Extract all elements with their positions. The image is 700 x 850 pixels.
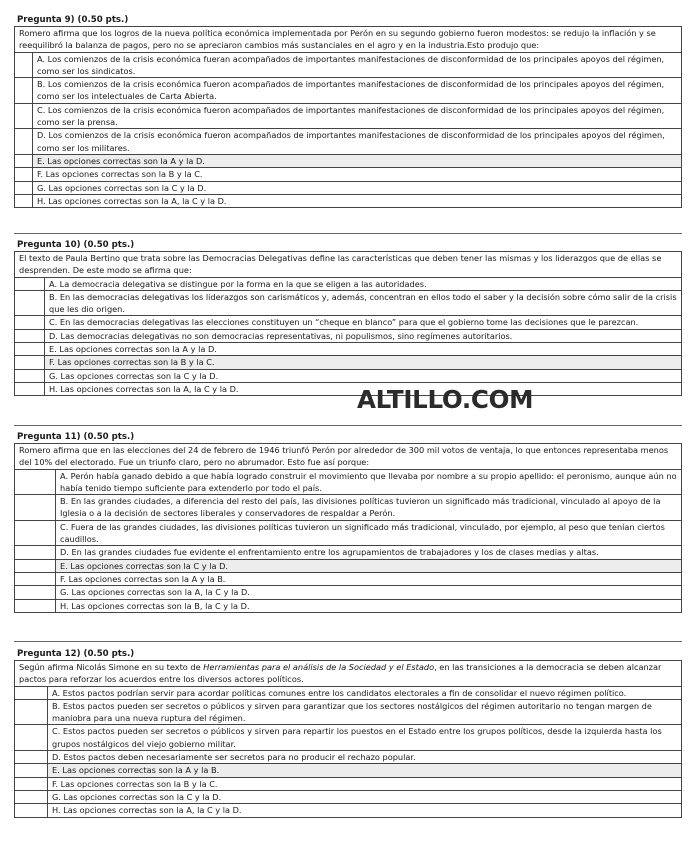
option-text: D. Las democracias delegativas no son democracias representativas, ni populismos, sino regímenes autoritarios. xyxy=(49,330,513,341)
question-9-option-a[interactable] xyxy=(15,52,681,78)
option-text: F. Las opciones correctas son la B y la C. xyxy=(52,778,218,789)
question-12-options xyxy=(14,686,682,818)
option-text: A. Los comienzos de la crisis económica fueran acompañados de importantes manifestaciones de disconformidad de los principales apoyos del régimen, como ser los sindicatos. xyxy=(37,53,665,76)
option-text: C. En las democracias delegativas las elecciones constituyen un “cheque en blanco” para que el gobierno tome las decisiones que le parezcan. xyxy=(49,317,639,328)
option-text: G. Las opciones correctas son la C y la D. xyxy=(37,182,207,193)
prompt-text: , en las transiciones a la democracia se deben alcanzar pactos para reforzar los acuerdos entre los diversos actores políticos. xyxy=(19,662,662,685)
question-11-option-f[interactable] xyxy=(15,572,681,585)
question-12 xyxy=(14,648,682,818)
divider xyxy=(14,641,682,642)
question-12-option-d[interactable] xyxy=(15,750,681,763)
question-12-option-e[interactable] xyxy=(15,763,681,776)
option-text: E. Las opciones correctas son la A y la B. xyxy=(48,764,681,776)
option-text: A. La democracia delegativa se distingue por la forma en la que se eligen a las autoridades. xyxy=(49,278,427,289)
option-text: A. Estos pactos podrían servir para acordar políticas comunes entre los candidatos electorales a fin de consolidar el nuevo régimen político. xyxy=(52,687,627,698)
question-10-options xyxy=(14,277,682,397)
question-10-option-b[interactable] xyxy=(15,290,681,316)
option-text: F. Las opciones correctas son la B y la C. xyxy=(37,169,203,180)
question-11-option-b[interactable] xyxy=(15,494,681,520)
question-10 xyxy=(14,239,682,396)
question-10-option-c[interactable] xyxy=(15,315,681,328)
option-text: D. Los comienzos de la crisis económica fueron acompañados de importantes manifestaciones de disconformidad de los principales apoyos del régimen, como ser los militares. xyxy=(37,130,665,153)
option-text: C. Estos pactos pueden ser secretos o públicos y sirven para repartir los puestos en el Estado entre los grupos políticos, desde la izquierda hasta los grupos nostálgicos del viejo gobierno militar. xyxy=(52,726,662,749)
question-10-option-f[interactable] xyxy=(15,355,681,368)
option-text: E. Las opciones correctas son la C y la D. xyxy=(56,560,681,572)
option-text: H. Las opciones correctas son la A, la C y la D. xyxy=(52,805,242,816)
divider xyxy=(14,233,682,234)
question-11-prompt: Romero afirma que en las elecciones del 24 de febrero de 1946 triunfó Perón por alrededor de 300 mil votos de ventaja, lo que entonces representaba menos del 10% del electorado. Fue un triunfo claro, pero no abrumador. Esto fue así porque: xyxy=(14,443,682,469)
question-9-option-c[interactable] xyxy=(15,103,681,129)
divider xyxy=(14,425,682,426)
question-9-option-f[interactable] xyxy=(15,167,681,180)
question-11-option-c[interactable] xyxy=(15,520,681,546)
question-12-option-b[interactable] xyxy=(15,699,681,725)
question-10-option-d[interactable] xyxy=(15,329,681,342)
question-9-prompt: Romero afirma que los logros de la nueva política económica implementada por Perón en su segundo gobierno fueron modestos: se redujo la inflación y se reequilibró la balanza de pagos, pero no se apreciaron cambios más sustanciales en el agro y en la industria.Esto produjo que: xyxy=(14,26,682,52)
option-text: G. Las opciones correctas son la C y la D. xyxy=(52,791,222,802)
option-text: B. Estos pactos pueden ser secretos o públicos y sirven para garantizar que los sectores nostálgicos del régimen autoritario no tengan margen de maniobra para una nueva ruptura del régimen. xyxy=(52,700,652,724)
question-9-title: Pregunta 9) (0.50 pts.) xyxy=(17,15,129,25)
option-text: H. Las opciones correctas son la A, la C y la D. xyxy=(37,195,227,206)
question-9-option-e[interactable] xyxy=(15,154,681,167)
question-12-option-f[interactable] xyxy=(15,777,681,790)
question-12-option-g[interactable] xyxy=(15,790,681,803)
question-10-title: Pregunta 10) (0.50 pts.) xyxy=(17,240,135,250)
question-12-prompt xyxy=(14,660,682,686)
option-text: H. Las opciones correctas son la A, la C y la D. xyxy=(49,383,239,394)
question-11-options xyxy=(14,469,682,613)
question-9-options xyxy=(14,52,682,209)
option-text: D. Estos pactos deben necesariamente ser secretos para no producir el rechazo popular. xyxy=(52,752,416,763)
question-11-option-e[interactable] xyxy=(15,559,681,572)
option-text: B. Los comienzos de la crisis económica fueron acompañados de importantes manifestaciones de disconformidad de los principales apoyos del régimen, como ser los intelectuales de Carta Abierta. xyxy=(37,79,665,102)
question-12-option-c[interactable] xyxy=(15,724,681,750)
option-text: C. Los comienzos de la crisis económica fueron acompañados de importantes manifestaciones de disconformidad de los principales apoyos del régimen, como ser la prensa. xyxy=(37,104,665,128)
question-10-prompt: El texto de Paula Bertino que trata sobre las Democracias Delegativas define las características que deben tener las mismas y los liderazgos que de ellas se desprenden. De este modo se afirma que: xyxy=(14,251,682,277)
question-10-option-g[interactable] xyxy=(15,369,681,382)
question-11-option-d[interactable] xyxy=(15,545,681,558)
question-9-option-b[interactable] xyxy=(15,77,681,103)
question-12-title: Pregunta 12) (0.50 pts.) xyxy=(17,649,135,659)
question-10-option-e[interactable] xyxy=(15,342,681,355)
question-12-option-h[interactable] xyxy=(15,803,681,817)
question-10-option-a[interactable] xyxy=(15,277,681,290)
option-text: G. Las opciones correctas son la C y la D. xyxy=(49,370,219,381)
prompt-text: Según afirma Nicolás Simone en su texto de xyxy=(19,662,204,672)
question-11-option-h[interactable] xyxy=(15,599,681,613)
option-text: B. En las democracias delegativas los liderazgos son carismáticos y, además, concentran en ellos todo el saber y la decisión sobre cómo salir de la crisis que les dio origen. xyxy=(49,291,677,315)
question-11 xyxy=(14,431,682,613)
option-text: C. Fuera de las grandes ciudades, las divisiones políticas tuvieron un significado más tradicional, vinculado, por ejemplo, al peso que tenían ciertos caudillos. xyxy=(60,521,665,545)
question-10-option-h[interactable] xyxy=(15,382,681,396)
option-text: F. Las opciones correctas son la A y la B. xyxy=(60,573,226,584)
question-11-option-g[interactable] xyxy=(15,585,681,598)
question-12-option-a[interactable] xyxy=(15,686,681,699)
option-text: E. Las opciones correctas son la A y la D. xyxy=(33,155,681,167)
option-text: H. Las opciones correctas son la B, la C y la D. xyxy=(60,600,250,611)
question-11-option-a[interactable] xyxy=(15,469,681,495)
option-text: B. En las grandes ciudades, a diferencia del resto del país, las divisiones políticas tuvieron un significado más tradicional, vinculado al apoyo de la Iglesia o a la decisión de sectores liberales y conservadores de respaldar a Perón. xyxy=(60,496,661,519)
question-11-title: Pregunta 11) (0.50 pts.) xyxy=(17,432,135,442)
option-text: G. Las opciones correctas son la A, la C y la D. xyxy=(60,587,250,598)
option-text: F. Las opciones correctas son la B y la C. xyxy=(45,356,681,368)
question-9-option-d[interactable] xyxy=(15,128,681,154)
option-text: E. Las opciones correctas son la A y la D. xyxy=(49,344,217,355)
question-9-option-g[interactable] xyxy=(15,181,681,194)
option-text: D. En las grandes ciudades fue evidente el enfrentamiento entre los agrupamientos de trabajadores y los de clases medias y altas. xyxy=(60,547,599,558)
question-9 xyxy=(14,14,682,208)
book-title: Herramientas para el análisis de la Sociedad y el Estado xyxy=(203,662,435,672)
watermark-logo: ALTILLO.COM xyxy=(357,385,534,414)
option-text: A. Perón había ganado debido a que había logrado construir el movimiento que llevaba por nombre a su propio apellido: el peronismo, aunque aún no había tenido tiempo suficiente para extenderlo por todo el país. xyxy=(60,470,677,493)
question-9-option-h[interactable] xyxy=(15,194,681,208)
